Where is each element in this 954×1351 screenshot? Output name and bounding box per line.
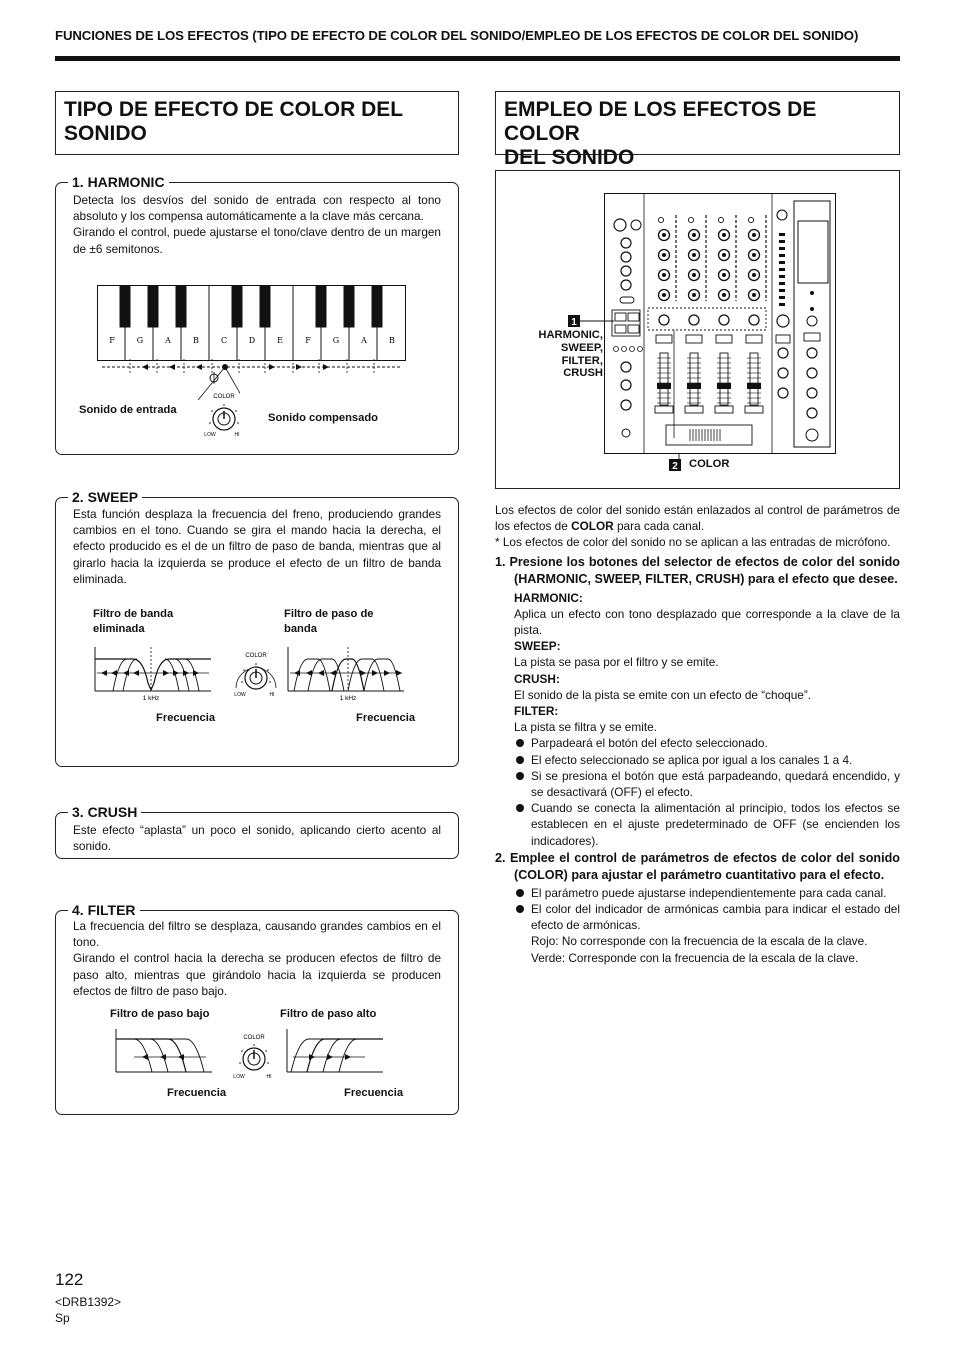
fx-button	[804, 333, 820, 341]
channel-eq-knob-center	[662, 273, 666, 277]
high-pass-curve	[285, 1027, 385, 1077]
svg-text:2: 2	[672, 461, 678, 472]
svg-text:HI: HI	[234, 432, 240, 438]
channel-color-knob	[689, 315, 699, 325]
bullet-2-1: El parámetro puede ajustarse independientemente para cada canal.	[495, 885, 900, 901]
key-letter: B	[389, 336, 395, 345]
black-key	[176, 286, 187, 328]
key-letter: D	[248, 336, 256, 345]
band-stop-label-2: eliminada	[93, 623, 145, 635]
bullet-1-3: Si se presiona el botón que está parpadeando, quedará encendido, y se desactivará (OFF) el efecto.	[495, 768, 900, 800]
running-header: FUNCIONES DE LOS EFECTOS (TIPO DE EFECTO DE COLOR DEL SONIDO/EMPLEO DE LOS EFECTOS DE COLOR DEL SONIDO)	[55, 28, 859, 43]
bullet-1-1: Parpadeará el botón del efecto seleccionado.	[495, 735, 900, 751]
right-knob	[778, 348, 788, 358]
master-level-knob	[777, 315, 789, 327]
filter-text-2: Girando el control hacia la derecha se producen efectos de filtro de paso alto, mientras que girándolo hacia la izquierda se producen efectos de filtro de paso bajo.	[73, 951, 441, 998]
black-key	[372, 286, 383, 328]
sound-color-selector-button	[615, 325, 626, 333]
fx-param-knob	[807, 388, 817, 398]
channel-fader-track	[660, 353, 668, 405]
band-stop-curve	[93, 645, 213, 703]
doc-code-lang: Sp	[55, 1311, 70, 1325]
svg-text:LOW: LOW	[204, 432, 216, 438]
booth-knob	[621, 362, 631, 372]
mixer-panel-diagram	[604, 193, 836, 455]
section-title-left	[55, 91, 459, 155]
filter-text-1: La frecuencia del filtro se desplaza, causando grandes cambios en el tono.	[73, 919, 441, 950]
fx-param-knob	[807, 368, 817, 378]
section-title-right-line2: DEL SONIDO	[504, 146, 635, 169]
black-key	[344, 286, 355, 328]
mic-eq-knob	[621, 238, 631, 248]
piano-diagram	[97, 285, 407, 377]
key-letter: F	[305, 336, 311, 345]
channel-eq-knob-center	[662, 233, 666, 237]
harmonic-text-2: Girando el control, puede ajustarse el tono/clave dentro de un margen de ±6 semitonos.	[73, 225, 441, 256]
band-pass-label-2: banda	[284, 623, 317, 635]
bullet-1-4: Cuando se conecta la alimentación al principio, todos los efectos se establecen en el ajuste predeterminado de OFF (se encienden los indicadores).	[495, 800, 900, 849]
channel-cue-button	[746, 335, 762, 343]
callout-1-harmonic: HARMONIC,	[538, 329, 603, 341]
harmonic-desc: Aplica un efecto con tono desplazado que corresponde a la clave de la pista.	[514, 606, 900, 638]
channel-eq-knob-center	[662, 253, 666, 257]
master-meter-segment	[779, 254, 785, 257]
sound-color-selector-button	[615, 313, 626, 321]
key-letter: F	[109, 336, 115, 345]
band-stop-label-1: Filtro de banda	[93, 608, 174, 620]
band-pass-label	[284, 607, 374, 637]
crush-text: Este efecto “aplasta” un poco el sonido, aplicando cierto acento al sonido.	[73, 823, 441, 854]
green-note: Verde: Corresponde con la frecuencia de la escala de la clave.	[531, 950, 859, 965]
channel-small-knob	[748, 217, 753, 222]
fx-led	[810, 307, 814, 311]
intro-bold: COLOR	[571, 519, 614, 534]
dotted-guide-lines	[130, 359, 374, 373]
indicator-led	[622, 347, 627, 352]
step-2: 2. Emplee el control de parámetros de efectos de color del sonido (COLOR) para ajustar el parámetro cuantitativo para el efecto.	[495, 850, 900, 883]
channel-color-knob	[719, 315, 729, 325]
channel-fader-track	[690, 353, 698, 405]
master-knob	[777, 210, 787, 220]
callout-2-marker	[667, 453, 687, 473]
doc-code-id: <DRB1392>	[55, 1295, 122, 1309]
channel-fader-cap	[687, 383, 701, 389]
black-key	[316, 286, 327, 328]
callout-1-crush: CRUSH	[563, 367, 603, 380]
input-sound-label: Sonido de entrada	[79, 404, 177, 416]
mic-switch	[620, 297, 634, 303]
doc-code	[55, 1294, 121, 1326]
filter-text	[73, 918, 441, 999]
filter-heading: FILTER:	[514, 704, 559, 719]
key-letter: A	[361, 336, 367, 345]
indicator-led	[630, 347, 635, 352]
black-key	[148, 286, 159, 328]
band-stop-label	[93, 607, 173, 637]
channel-eq-knob-center	[722, 273, 726, 277]
sweep-color-knob	[228, 648, 284, 706]
master-meter-segment	[779, 289, 785, 292]
svg-text:1 kHz: 1 kHz	[142, 695, 160, 702]
svg-text:COLOR: COLOR	[213, 394, 235, 400]
master-meter-segment	[779, 275, 785, 278]
callout-1-marker	[568, 314, 616, 328]
header-rule	[55, 56, 900, 61]
indicator-led	[614, 347, 619, 352]
master-meter-segment	[779, 233, 785, 236]
channel-assign-switch	[655, 406, 673, 413]
filter-frequency-label-1: Frecuencia	[167, 1087, 227, 1099]
black-key	[232, 286, 243, 328]
channel-fader-track	[720, 353, 728, 405]
channel-eq-knob-center	[722, 293, 726, 297]
svg-text:COLOR: COLOR	[245, 653, 267, 659]
crush-label: 3. CRUSH	[68, 803, 141, 821]
key-letter: G	[136, 336, 144, 345]
right-knob	[778, 368, 788, 378]
mic-eq-knob	[621, 266, 631, 276]
bullet-1-2: El efecto seleccionado se aplica por igual a los canales 1 a 4.	[495, 752, 900, 768]
band-pass-label-1: Filtro de paso de	[284, 608, 374, 620]
filter-frequency-label-2: Frecuencia	[344, 1087, 404, 1099]
master-meter-segment	[779, 303, 785, 306]
low-pass-label: Filtro de paso bajo	[110, 1008, 210, 1020]
harmonic-pointer-lines	[180, 360, 240, 400]
fx-select-knob	[807, 316, 817, 326]
page-number: 122	[55, 1270, 84, 1289]
channel-color-knob	[659, 315, 669, 325]
sweep-heading: SWEEP:	[514, 639, 561, 654]
compensated-sound-label: Sonido compensado	[268, 412, 379, 424]
svg-text:COLOR: COLOR	[243, 1035, 265, 1041]
channel-eq-knob-center	[752, 273, 756, 277]
filter-desc: La pista se filtra y se emite.	[514, 720, 657, 735]
sweep-desc: La pista se pasa por el filtro y se emite.	[514, 655, 719, 670]
right-instructions	[495, 502, 900, 966]
master-meter-segment	[779, 240, 785, 243]
sweep-label: 2. SWEEP	[68, 488, 142, 506]
key-letter: E	[277, 336, 283, 345]
sound-color-selector-button	[628, 325, 639, 333]
channel-small-knob	[718, 217, 723, 222]
channel-fader-cap	[747, 383, 761, 389]
master-meter-segment	[779, 247, 785, 250]
section-title-left-line1: TIPO DE EFECTO DE COLOR DEL	[64, 98, 404, 121]
section-title-left-line2: SONIDO	[64, 122, 147, 145]
svg-text:LOW: LOW	[233, 1074, 245, 1080]
master-meter-segment	[779, 282, 785, 285]
filter-color-knob	[228, 1030, 282, 1085]
channel-cue-button	[686, 335, 702, 343]
harmonic-heading: HARMONIC:	[514, 590, 583, 605]
black-key	[260, 286, 271, 328]
callout-2-color-label: COLOR	[689, 458, 730, 470]
key-letter: G	[332, 336, 340, 345]
section-title-right	[495, 91, 900, 169]
svg-text:LOW: LOW	[234, 692, 246, 698]
sweep-frequency-label-2: Frecuencia	[356, 712, 416, 724]
crush-box	[55, 804, 459, 859]
booth-knob	[621, 400, 631, 410]
intro-b: para cada canal.	[613, 519, 705, 534]
mic-eq-knob	[621, 280, 631, 290]
channel-small-knob	[688, 217, 693, 222]
callout-1-filter: FILTER,	[561, 354, 603, 367]
intro-paragraph	[495, 502, 900, 534]
channel-eq-knob-center	[692, 293, 696, 297]
crush-heading: CRUSH:	[514, 671, 560, 686]
band-pass-curve	[286, 645, 406, 703]
channel-assign-switch	[745, 406, 763, 413]
crush-desc: El sonido de la pista se emite con un efecto de “choque”.	[514, 687, 812, 702]
mic-knob	[614, 219, 626, 231]
right-knob	[778, 388, 788, 398]
booth-knob	[621, 380, 631, 390]
svg-text:HI: HI	[266, 1074, 272, 1080]
channel-fader-track	[750, 353, 758, 405]
channel-assign-switch	[685, 406, 703, 413]
sweep-text: Esta función desplaza la frecuencia del freno, produciendo grandes cambios en el tono. Cuando se gira el mando hacia la derecha, el efecto producido es el de un filtro de paso de banda, mientras que al girarlo hacia la izquierda se produce el efecto de un filtro de banda eliminada.	[73, 507, 441, 586]
channel-eq-knob-center	[752, 293, 756, 297]
section-title-right-line1: EMPLEO DE LOS EFECTOS DE COLOR	[504, 98, 817, 145]
channel-eq-knob-center	[692, 233, 696, 237]
fx-param-knob	[807, 408, 817, 418]
indicator-led	[638, 347, 643, 352]
harmonic-text	[73, 192, 441, 257]
headphone-jack	[622, 429, 630, 437]
mic-note: * Los efectos de color del sonido no se aplican a las entradas de micrófono.	[495, 535, 891, 550]
channel-cue-button	[656, 335, 672, 343]
channel-small-knob	[658, 217, 663, 222]
channel-eq-knob-center	[722, 253, 726, 257]
intro-a: Los efectos de color del sonido están enlazados al control de parámetros de los efectos de	[495, 503, 900, 534]
fx-led	[810, 291, 814, 295]
master-button	[776, 335, 790, 343]
channel-color-knob	[749, 315, 759, 325]
channel-eq-knob-center	[662, 293, 666, 297]
key-letter: A	[165, 336, 171, 345]
sound-color-selector-button	[628, 313, 639, 321]
mic-knob-2	[631, 220, 641, 230]
harmonic-label: 1. HARMONIC	[68, 173, 169, 191]
fx-param-knob	[807, 348, 817, 358]
channel-cue-button	[716, 335, 732, 343]
key-letter: C	[220, 336, 228, 345]
keyboard-outline	[98, 286, 406, 361]
sweep-frequency-label-1: Frecuencia	[156, 712, 216, 724]
master-meter-segment	[779, 261, 785, 264]
step-1: 1. Presione los botones del selector de efectos de color del sonido (HARMONIC, SWEEP, FILTER, CRUSH) para el efecto que desee.	[495, 554, 900, 587]
callout-1-sweep: SWEEP,	[560, 341, 603, 354]
master-meter-segment	[779, 268, 785, 271]
filter-label: 4. FILTER	[68, 901, 140, 919]
fx-on-button	[806, 429, 818, 441]
channel-fader-cap	[717, 383, 731, 389]
low-pass-curve	[114, 1027, 214, 1077]
mic-eq-knob	[621, 252, 631, 262]
bullet-2-2: El color del indicador de armónicas cambia para indicar el estado del efecto de armónicas.	[495, 901, 900, 933]
svg-text:1 kHz: 1 kHz	[339, 695, 357, 702]
key-letter: B	[193, 336, 199, 345]
master-meter-segment	[779, 296, 785, 299]
channel-eq-knob-center	[722, 233, 726, 237]
channel-eq-knob-center	[752, 253, 756, 257]
harmonic-text-1: Detecta los desvíos del sonido de entrada con respecto al tono absoluto y los compensa automáticamente a la clave más cercana.	[73, 193, 441, 224]
svg-text:1: 1	[571, 317, 577, 328]
red-note: Rojo: No corresponde con la frecuencia de la escala de la clave.	[531, 934, 868, 949]
callout-1-labels	[525, 329, 603, 380]
high-pass-label: Filtro de paso alto	[280, 1008, 377, 1020]
channel-fader-cap	[657, 383, 671, 389]
channel-assign-switch	[715, 406, 733, 413]
channel-eq-knob-center	[692, 273, 696, 277]
channel-eq-knob-center	[692, 253, 696, 257]
black-key	[120, 286, 131, 328]
channel-eq-knob-center	[752, 233, 756, 237]
svg-text:HI: HI	[269, 692, 275, 698]
